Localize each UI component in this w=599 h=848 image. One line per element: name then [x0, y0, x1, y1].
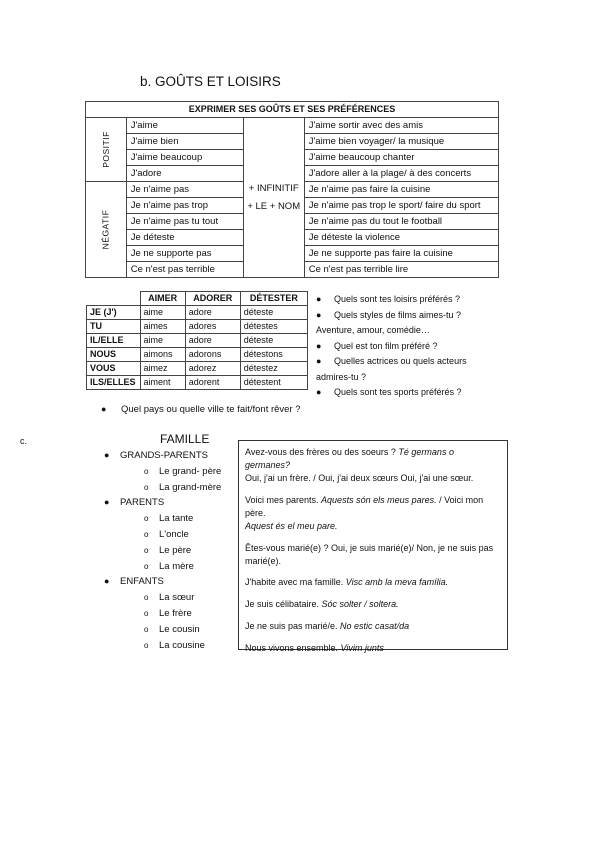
bullet-icon: ● — [316, 294, 322, 304]
circle-bullet-icon: o — [144, 545, 149, 555]
list-item — [104, 638, 244, 654]
verb-cell: aimes — [140, 320, 185, 334]
item-text: La grand-mère — [159, 481, 222, 493]
phrase-paragraph — [245, 542, 501, 568]
example-cell: Je n'aime pas trop le sport/ faire du sport — [304, 198, 498, 214]
verb-cell: détestons — [240, 348, 307, 362]
circle-bullet-icon: o — [144, 608, 149, 618]
list-item — [104, 622, 244, 638]
family-phrases-box — [238, 440, 508, 653]
phrase-translation: Aquest és el meu pare. — [245, 520, 338, 531]
circle-bullet-icon: o — [144, 593, 149, 603]
group-name: ENFANTS — [120, 576, 164, 588]
circle-bullet-icon: o — [144, 466, 149, 476]
list-item — [104, 606, 244, 622]
pronoun-cell: VOUS — [87, 362, 141, 376]
phrase-translation: Té germans o germanes? — [245, 447, 454, 470]
tastes-table — [85, 101, 499, 278]
verb-cell: aiment — [140, 376, 185, 390]
verb-cell: adorent — [185, 376, 240, 390]
phrase-paragraph — [245, 598, 501, 611]
expr-cell: J'aime bien — [126, 134, 243, 150]
phrase-paragraph — [245, 576, 501, 589]
item-text: Le grand- père — [159, 465, 222, 477]
verb-cell: adorons — [185, 348, 240, 362]
expr-cell: Ce n'est pas terrible — [126, 262, 243, 278]
example-cell: Ce n'est pas terrible lire — [304, 262, 498, 278]
phrase-paragraph — [245, 446, 501, 485]
question-item — [316, 339, 496, 355]
item-text: La cousine — [159, 639, 205, 651]
group-item — [104, 448, 244, 464]
negative-label-cell — [86, 182, 127, 278]
phrase-text: Avez-vous des frères ou des soeurs ? — [245, 447, 399, 457]
phrase-text: Je ne suis pas marié/e. — [245, 620, 341, 631]
list-item — [104, 464, 244, 480]
positive-label: POSITIF — [100, 131, 111, 168]
question-text: Quel est ton film préféré ? — [334, 340, 438, 351]
section-label-c: c. — [20, 436, 28, 446]
bullet-icon: ● — [104, 497, 110, 508]
grammar-cell — [243, 118, 304, 278]
expr-cell: Je déteste — [126, 230, 243, 246]
group-item — [104, 495, 244, 511]
list-item — [104, 511, 244, 527]
bullet-icon: ● — [104, 576, 110, 587]
bullet-icon: ● — [316, 340, 322, 351]
questions-list — [316, 292, 496, 401]
phrase-text: Je suis célibataire. — [245, 599, 322, 610]
question-text: Quel pays ou quelle ville te fait/font rêver ? — [121, 404, 301, 415]
question-item — [316, 292, 496, 308]
pronoun-cell: ILS/ELLES — [87, 376, 141, 390]
verb-cell: aimez — [140, 362, 185, 376]
col-header-aimer: AIMER — [140, 292, 185, 306]
positive-label-cell — [86, 118, 127, 182]
verb-cell: aime — [140, 306, 185, 320]
phrase-translation: Sóc solter / soltera. — [321, 599, 399, 610]
example-cell: J'aime sortir avec des amis — [304, 118, 498, 134]
expr-cell: Je n'aime pas trop — [126, 198, 243, 214]
expr-cell: J'aime beaucoup — [126, 150, 243, 166]
item-text: La tante — [159, 513, 194, 525]
question-text: Quels sont tes sports préférés ? — [334, 387, 462, 397]
bullet-icon: ● — [316, 309, 322, 320]
example-cell: J'adore aller à la plage/ à des concerts — [304, 166, 498, 182]
section-title-famille: FAMILLE — [160, 432, 210, 446]
phrase-paragraph — [245, 642, 501, 655]
question-item — [101, 404, 301, 415]
item-text: La mère — [159, 560, 194, 572]
bullet-icon: ● — [316, 356, 322, 366]
question-item — [316, 385, 496, 401]
group-name: GRANDS-PARENTS — [120, 450, 208, 461]
item-text: L'oncle — [159, 528, 189, 540]
phrase-text: Êtes-vous marié(e) ? Oui, je suis marié(e)/ Non, je ne suis pas marié(e). — [245, 542, 494, 566]
list-item — [104, 543, 244, 559]
pronoun-cell: TU — [87, 320, 141, 334]
phrase-translation: Visc amb la meva família. — [345, 577, 449, 588]
example-cell: Je ne supporte pas faire la cuisine — [304, 246, 498, 262]
circle-bullet-icon: o — [144, 514, 149, 524]
expr-cell: Je n'aime pas tu tout — [126, 214, 243, 230]
example-cell: Je n'aime pas faire la cuisine — [304, 182, 498, 198]
phrase-text: Nous vivons ensemble. — [245, 642, 341, 653]
phrase-text: Oui, j'ai un frère. / Oui, j'ai deux sœurs Oui, j'ai une sœur. — [245, 473, 474, 483]
circle-bullet-icon: o — [144, 561, 149, 571]
conjugation-table — [86, 291, 308, 390]
grammar-infinitif: + INFINITIF — [248, 182, 299, 194]
item-text: La sœur — [159, 592, 195, 604]
list-item — [104, 527, 244, 543]
verb-cell: détestez — [240, 362, 307, 376]
phrase-paragraph — [245, 494, 501, 533]
group-name: PARENTS — [120, 497, 165, 509]
col-header-detester: DÉTESTER — [240, 292, 307, 306]
pronoun-cell: IL/ELLE — [87, 334, 141, 348]
example-cell: J'aime beaucoup chanter — [304, 150, 498, 166]
verb-cell: aimons — [140, 348, 185, 362]
verb-cell: adore — [185, 334, 240, 348]
verb-cell: détestent — [240, 376, 307, 390]
example-cell: Je n'aime pas du tout le football — [304, 214, 498, 230]
phrase-translation: Aquests són els meus pares. — [321, 494, 437, 505]
grammar-le-nom: + LE + NOM — [247, 200, 301, 212]
expr-cell: J'adore — [126, 166, 243, 182]
phrase-paragraph — [245, 620, 501, 633]
circle-bullet-icon: o — [144, 482, 149, 492]
example-cell: Je déteste la violence — [304, 230, 498, 246]
section-title-gouts: b. GOÛTS ET LOISIRS — [140, 74, 281, 89]
question-item — [316, 354, 496, 370]
list-item — [104, 480, 244, 496]
group-item — [104, 574, 244, 590]
question-item — [316, 308, 496, 324]
verb-cell: déteste — [240, 334, 307, 348]
verb-cell: adore — [185, 306, 240, 320]
verb-cell: adorez — [185, 362, 240, 376]
circle-bullet-icon: o — [144, 624, 149, 634]
expr-cell: J'aime — [126, 118, 243, 134]
verb-cell: détestes — [240, 320, 307, 334]
bullet-icon: ● — [316, 387, 322, 397]
bullet-icon: ● — [101, 404, 107, 414]
verb-cell: adores — [185, 320, 240, 334]
item-text: Le frère — [159, 607, 192, 619]
answer-line: Aventure, amour, comédie… — [316, 325, 430, 335]
expr-cell: Je n'aime pas — [126, 182, 243, 198]
circle-bullet-icon: o — [144, 529, 149, 539]
list-item — [104, 559, 244, 575]
list-item — [104, 590, 244, 606]
question-text: Quelles actrices ou quels acteurs — [334, 356, 467, 366]
phrase-translation: No estic casat/da — [340, 620, 410, 631]
negative-label: NÉGATIF — [100, 209, 111, 250]
phrase-translation: Vivim junts — [340, 642, 384, 653]
circle-bullet-icon: o — [144, 640, 149, 650]
col-header-adorer: ADORER — [185, 292, 240, 306]
pronoun-cell: JE (J') — [87, 306, 141, 320]
example-cell: J'aime bien voyager/ la musique — [304, 134, 498, 150]
verb-cell: déteste — [240, 306, 307, 320]
phrase-text: Voici mes parents. — [245, 494, 322, 505]
verb-cell: aime — [140, 334, 185, 348]
phrase-text: J'habite avec ma famille. — [245, 577, 346, 588]
question-continuation: admires-tu ? — [316, 371, 367, 382]
question-text: Quels sont tes loisirs préférés ? — [334, 294, 461, 304]
item-text: Le père — [159, 544, 192, 556]
expr-cell: Je ne supporte pas — [126, 246, 243, 262]
phrase-text: / Voici mon père. — [245, 494, 484, 518]
pronoun-cell: NOUS — [87, 348, 141, 362]
item-text: Le cousin — [159, 623, 200, 635]
corner-cell — [87, 292, 141, 306]
bullet-icon: ● — [104, 450, 110, 460]
tastes-table-header: EXPRIMER SES GOÛTS ET SES PRÉFÉRENCES — [86, 102, 499, 118]
question-text: Quels styles de films aimes-tu ? — [334, 309, 462, 320]
family-list — [104, 448, 244, 653]
